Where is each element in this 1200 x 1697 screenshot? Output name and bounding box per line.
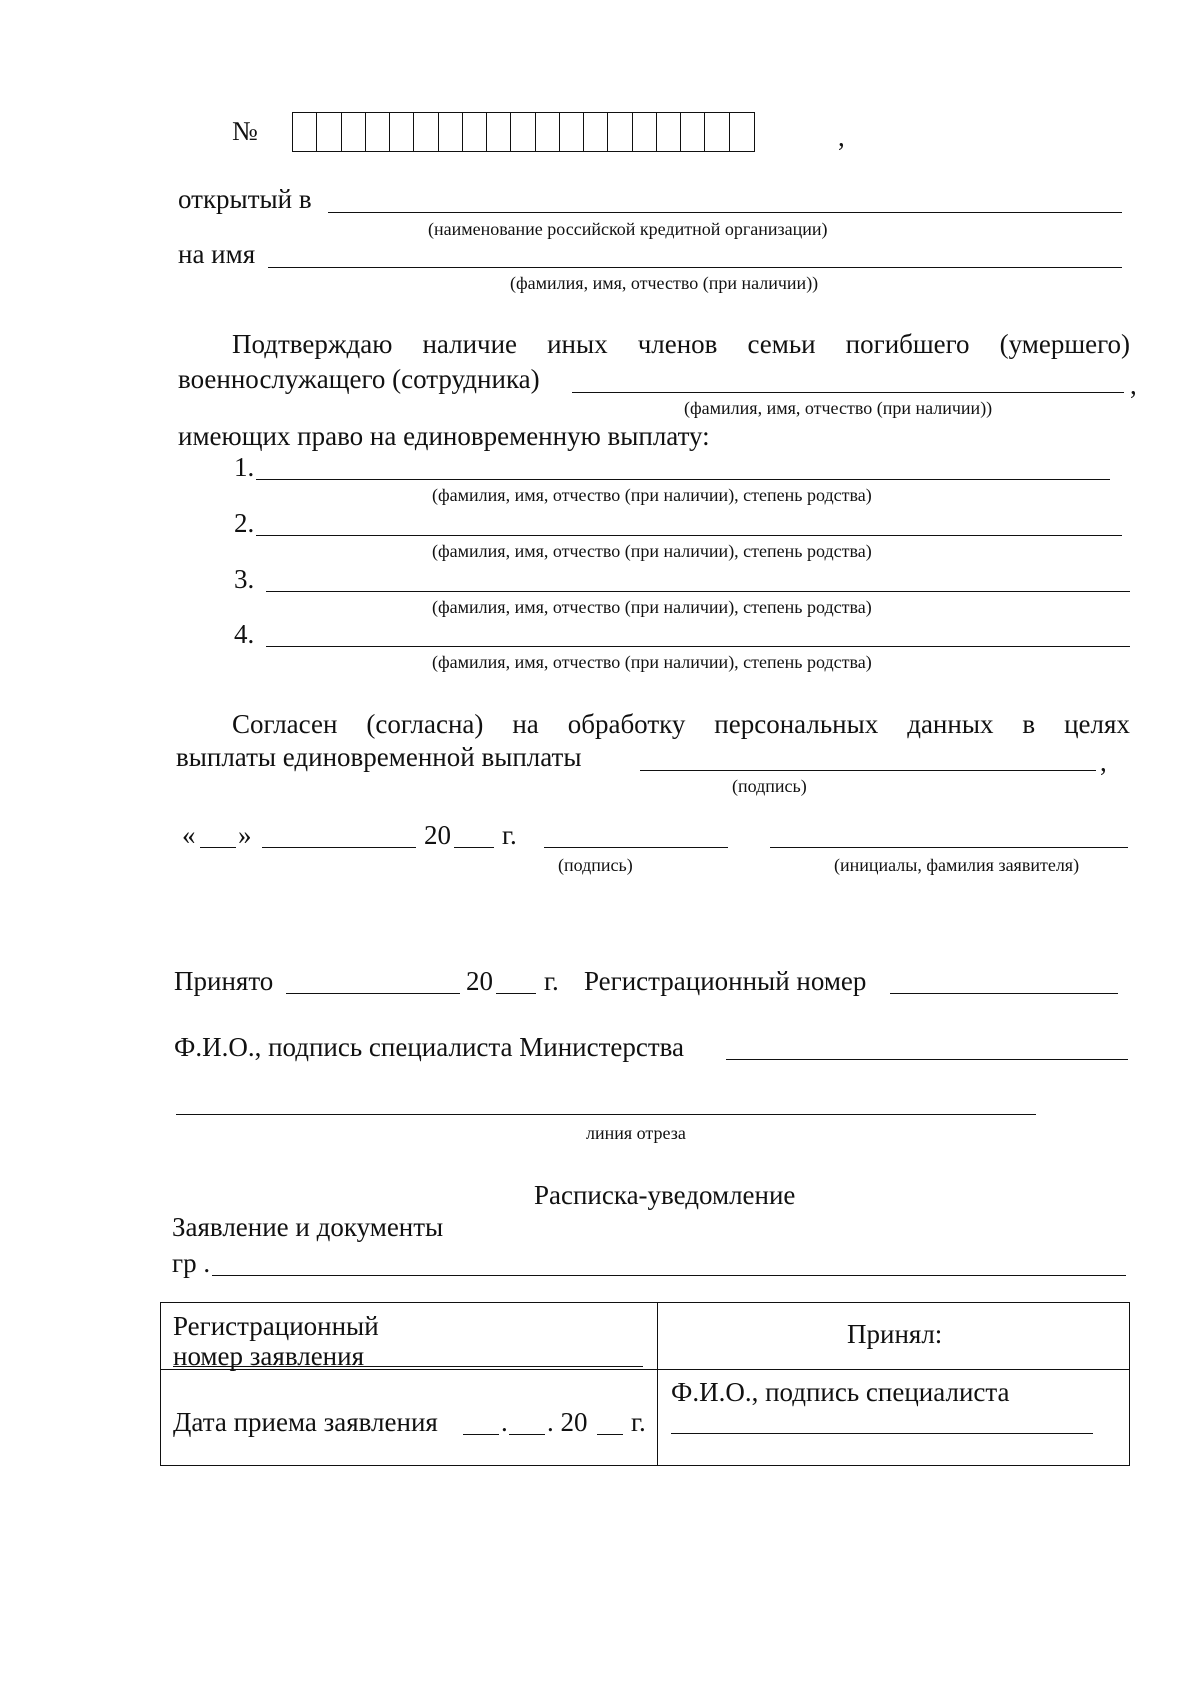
consent-word: на bbox=[512, 709, 539, 739]
accepted-by-label: Принял: bbox=[847, 1319, 943, 1349]
member-2-caption: (фамилия, имя, отчество (при наличии), степень родства) bbox=[432, 541, 872, 561]
consent-signature-caption: (подпись) bbox=[732, 776, 807, 796]
confirmation-word: членов bbox=[637, 329, 718, 359]
applicant-signature-caption: (подпись) bbox=[558, 855, 633, 875]
account-digit-cell[interactable] bbox=[536, 113, 560, 151]
account-digit-cell[interactable] bbox=[681, 113, 705, 151]
receipt-table bbox=[160, 1302, 1130, 1466]
in-name-label: на имя bbox=[178, 239, 256, 269]
account-digit-cell[interactable] bbox=[560, 113, 584, 151]
receipt-date-separator: . bbox=[501, 1407, 508, 1437]
receipt-docs-label: Заявление и документы bbox=[172, 1212, 444, 1242]
account-digit-cell[interactable] bbox=[633, 113, 657, 151]
citizen-name-field[interactable] bbox=[212, 1275, 1126, 1276]
account-holder-field[interactable] bbox=[268, 267, 1122, 268]
date-quote-close: » bbox=[238, 820, 252, 850]
confirmation-word: наличие bbox=[422, 329, 518, 359]
serviceman-name-field[interactable] bbox=[572, 392, 1124, 393]
consent-word: Согласен bbox=[232, 709, 338, 739]
bank-name-field[interactable] bbox=[328, 212, 1122, 213]
confirmation-word: погибшего bbox=[845, 329, 970, 359]
account-digit-cell[interactable] bbox=[366, 113, 390, 151]
serviceman-caption: (фамилия, имя, отчество (при наличии)) bbox=[684, 398, 993, 418]
receipt-year-suffix: г. bbox=[631, 1407, 646, 1437]
accepted-year-prefix: 20 bbox=[466, 966, 493, 996]
member-1-field[interactable] bbox=[256, 479, 1110, 480]
account-digit-cell[interactable] bbox=[293, 113, 317, 151]
account-digit-cell[interactable] bbox=[608, 113, 632, 151]
consent-line1 bbox=[232, 711, 1130, 738]
accepted-label: Принято bbox=[174, 966, 274, 996]
member-4-number: 4. bbox=[234, 619, 255, 649]
cut-line bbox=[176, 1114, 1036, 1115]
account-digit-cell[interactable] bbox=[705, 113, 729, 151]
accepted-year-suffix: г. bbox=[544, 966, 559, 996]
consent-word: персональных bbox=[714, 709, 879, 739]
entitled-label: имеющих право на единовременную выплату: bbox=[178, 421, 710, 451]
account-digit-cell[interactable] bbox=[730, 113, 754, 151]
receipt-title: Расписка-уведомление bbox=[534, 1180, 796, 1210]
receipt-year-prefix: . 20 bbox=[547, 1407, 588, 1437]
accepted-date-field[interactable] bbox=[286, 993, 460, 994]
applicant-initials-caption: (инициалы, фамилия заявителя) bbox=[834, 855, 1080, 875]
member-4-caption: (фамилия, имя, отчество (при наличии), степень родства) bbox=[432, 652, 872, 672]
account-trailing-comma: , bbox=[838, 122, 845, 152]
member-1-number: 1. bbox=[234, 452, 255, 482]
member-3-caption: (фамилия, имя, отчество (при наличии), степень родства) bbox=[432, 597, 872, 617]
account-digit-cell[interactable] bbox=[463, 113, 487, 151]
reg-number-cell-line1: Регистрационный bbox=[173, 1311, 379, 1341]
account-number-grid[interactable] bbox=[292, 112, 755, 152]
account-digit-cell[interactable] bbox=[657, 113, 681, 151]
accepted-year-field[interactable] bbox=[496, 993, 536, 994]
serviceman-comma: , bbox=[1130, 370, 1137, 400]
consent-line2: выплаты единовременной выплаты bbox=[176, 742, 582, 772]
reg-number-cell-line2: номер заявления bbox=[173, 1341, 364, 1371]
day-field[interactable] bbox=[200, 847, 236, 848]
receipt-specialist-label: Ф.И.О., подпись специалиста bbox=[671, 1377, 1010, 1407]
serviceman-label: военнослужащего (сотрудника) bbox=[178, 364, 540, 394]
receipt-specialist-field[interactable] bbox=[671, 1433, 1093, 1434]
number-sign: № bbox=[232, 116, 258, 146]
receipt-year-field[interactable] bbox=[597, 1434, 623, 1435]
consent-word: данных bbox=[907, 709, 994, 739]
receipt-date-label: Дата приема заявления bbox=[173, 1407, 438, 1437]
confirmation-word: иных bbox=[547, 329, 608, 359]
consent-signature-field[interactable] bbox=[640, 770, 1096, 771]
account-digit-cell[interactable] bbox=[342, 113, 366, 151]
consent-word: целях bbox=[1064, 709, 1130, 739]
account-digit-cell[interactable] bbox=[511, 113, 535, 151]
account-digit-cell[interactable] bbox=[439, 113, 463, 151]
account-digit-cell[interactable] bbox=[414, 113, 438, 151]
confirmation-word: (умершего) bbox=[999, 329, 1130, 359]
confirmation-word: семьи bbox=[747, 329, 816, 359]
year-prefix: 20 bbox=[424, 820, 451, 850]
year-field[interactable] bbox=[454, 847, 494, 848]
account-holder-caption: (фамилия, имя, отчество (при наличии)) bbox=[510, 273, 819, 293]
receipt-day-field[interactable] bbox=[463, 1434, 499, 1435]
consent-word: обработку bbox=[567, 709, 686, 739]
member-1-caption: (фамилия, имя, отчество (при наличии), степень родства) bbox=[432, 485, 872, 505]
account-digit-cell[interactable] bbox=[390, 113, 414, 151]
receipt-month-field[interactable] bbox=[509, 1434, 545, 1435]
member-3-number: 3. bbox=[234, 564, 255, 594]
bank-name-caption: (наименование российской кредитной организации) bbox=[428, 219, 828, 239]
account-digit-cell[interactable] bbox=[487, 113, 511, 151]
applicant-initials-field[interactable] bbox=[770, 847, 1128, 848]
member-2-number: 2. bbox=[234, 508, 255, 538]
consent-word: в bbox=[1022, 709, 1036, 739]
member-3-field[interactable] bbox=[266, 591, 1130, 592]
ministry-specialist-field[interactable] bbox=[726, 1059, 1128, 1060]
date-quote-open: « bbox=[182, 820, 196, 850]
consent-word: (согласна) bbox=[366, 709, 484, 739]
reg-number-field[interactable] bbox=[890, 993, 1118, 994]
receipt-citizen-label: гр . bbox=[172, 1248, 211, 1278]
cut-line-caption: линия отреза bbox=[586, 1123, 686, 1143]
application-reg-number-field[interactable] bbox=[173, 1366, 643, 1367]
ministry-specialist-label: Ф.И.О., подпись специалиста Министерства bbox=[174, 1032, 685, 1062]
reg-number-label: Регистрационный номер bbox=[584, 966, 867, 996]
member-4-field[interactable] bbox=[266, 646, 1130, 647]
confirmation-word: Подтверждаю bbox=[232, 329, 393, 359]
confirmation-line1 bbox=[232, 331, 1130, 358]
table-column-divider bbox=[657, 1303, 658, 1465]
account-digit-cell[interactable] bbox=[317, 113, 341, 151]
month-field[interactable] bbox=[262, 847, 416, 848]
opened-in-label: открытый в bbox=[178, 184, 312, 214]
applicant-signature-field[interactable] bbox=[544, 847, 728, 848]
member-2-field[interactable] bbox=[256, 535, 1122, 536]
consent-comma: , bbox=[1100, 747, 1107, 777]
account-digit-cell[interactable] bbox=[584, 113, 608, 151]
year-suffix: г. bbox=[502, 820, 517, 850]
